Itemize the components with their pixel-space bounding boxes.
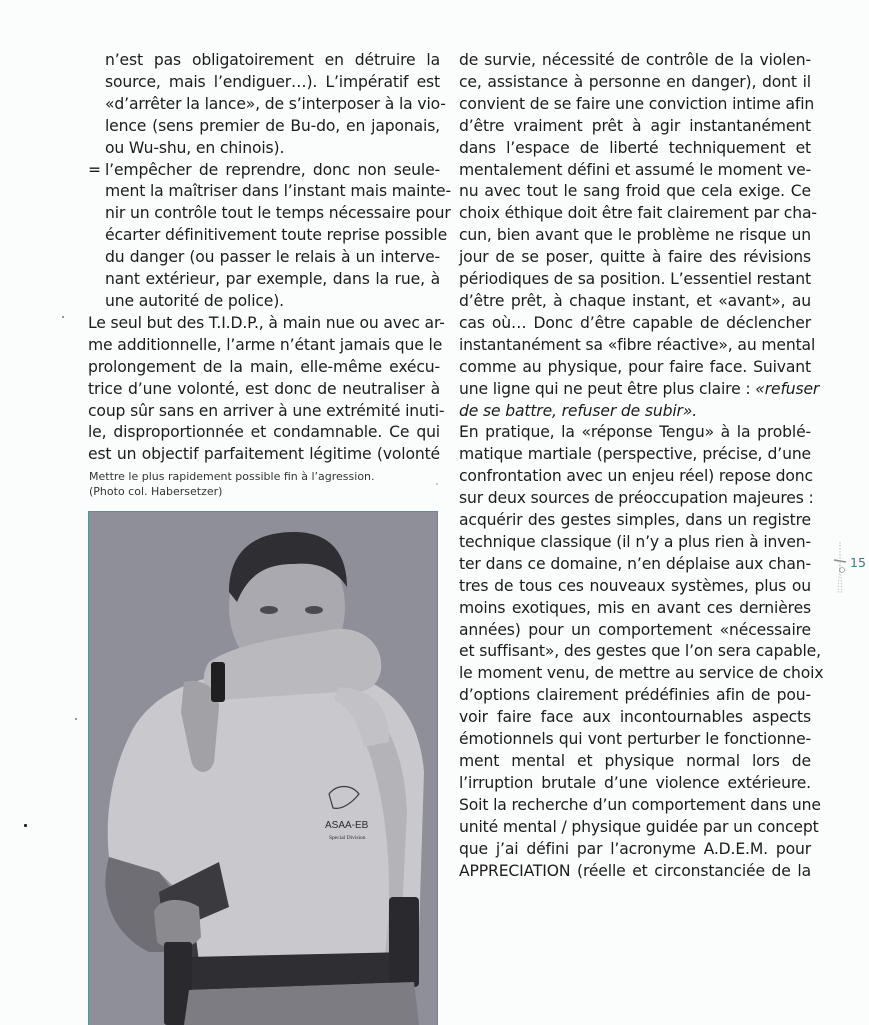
text-line: En pratique, la «réponse Tengu» à la problé-	[459, 423, 811, 442]
quote-italic: «refuser	[755, 379, 820, 398]
text-line: ment mental et physique normal lors de	[459, 752, 811, 770]
scan-speck	[75, 718, 77, 720]
text-line: jour de se poser, quitte à faire des révisions	[459, 248, 811, 267]
text-line: convient de se faire une conviction intime afin	[459, 94, 815, 113]
text-line: instantanément sa «fibre réactive», au mental	[459, 335, 816, 354]
text-line: ce, assistance à personne en danger), dont il	[459, 72, 811, 91]
photo	[88, 511, 438, 1025]
text-line: du danger (ou passer le relais à un interve-	[105, 248, 440, 267]
text-line: et suffisant», des gestes que l’on sera capable,	[459, 642, 821, 661]
text-line: une autorité de police).	[105, 291, 284, 310]
left-column	[88, 50, 451, 466]
quote-italic-line: de se battre, refuser de subir».	[459, 401, 698, 420]
text-line: tres de tous ces nouveaux systèmes, plus ou	[459, 576, 811, 595]
continued-paragraph	[88, 50, 446, 160]
text-line: d’être prêt, à chaque instant, et «avant», au	[459, 291, 811, 310]
text-line: dans l’espace de liberté techniquement et	[459, 138, 811, 157]
text-line: prolongement de la main, elle-même exécu-	[88, 357, 440, 376]
text-line: source, mais l’endiguer…). L’impératif est	[105, 72, 440, 91]
hand	[154, 900, 201, 949]
text-line: nant extérieur, par exemple, dans la rue, à	[105, 270, 440, 289]
bullet-item	[88, 160, 451, 313]
text-line: écarter définitivement toute reprise possible	[105, 226, 448, 245]
text-line: trice d’une volonté, est donc de neutraliser à	[88, 379, 440, 398]
page-number: 15	[850, 555, 866, 570]
wristwatch	[211, 662, 225, 702]
text-line: voir faire face aux incontournables aspects	[459, 708, 811, 727]
text-line: n’est pas obligatoirement en détruire la	[105, 51, 440, 69]
text-line: technique classique (il n’y a plus rien à inven-	[459, 532, 811, 551]
text-line: Le seul but des T.I.D.P., à main nue ou avec ar-	[88, 313, 445, 332]
text-line: émotionnels qui vont perturber le fonctionne-	[459, 730, 811, 749]
text-line: ment la maîtriser dans l’instant mais mainte-	[105, 182, 451, 201]
text-line: ou Wu-shu, en chinois).	[105, 138, 285, 157]
caption-text: Mettre le plus rapidement possible fin à l’agression.	[89, 470, 375, 483]
text-line: années) pour un comportement «nécessaire	[459, 620, 811, 639]
text-line: l’irruption brutale d’une violence extérieure.	[459, 773, 811, 792]
text-line: nu avec tout le sang froid que cela exige. Ce	[459, 182, 811, 201]
photo-illustration	[89, 512, 437, 1025]
text-line: moins exotiques, mis en avant ces dernières	[459, 598, 811, 617]
text-line: sur deux sources de préoccupation majeures :	[459, 489, 814, 508]
text-line: est un objectif parfaitement légitime (volonté	[88, 445, 440, 464]
text-line: cas où… Donc d’être capable de déclencher	[459, 313, 811, 332]
text-line: «d’arrêter la lance», de s’interposer à la vio-	[105, 94, 446, 113]
text-line: d’être vraiment prêt à agir instantanément	[459, 116, 811, 135]
text-line: comme au physique, pour faire face. Suivant	[459, 357, 811, 376]
holster	[389, 897, 419, 987]
right-column	[459, 50, 824, 882]
text-line: le, disproportionnée et condamnable. Ce qui	[88, 423, 440, 442]
text-line: acquérir des gestes simples, dans un registre	[459, 511, 811, 530]
left-eye	[260, 606, 278, 614]
text-line: que j’ai défini par l’acronyme A.D.E.M. pour	[459, 839, 811, 858]
text-line: choix éthique doit être fait clairement par cha-	[459, 204, 817, 223]
scan-speck	[24, 824, 27, 827]
text-line: lence (sens premier de Bu-do, en japonais,	[105, 116, 440, 135]
scan-speck	[62, 316, 64, 318]
photo-credit: (Photo col. Habersetzer)	[89, 485, 223, 498]
text-line: coup sûr sans en arriver à une extrémité inuti-	[88, 401, 445, 420]
text-line: APPRECIATION (réelle et circonstanciée de la	[459, 861, 811, 880]
text-line: Soit la recherche d’un comportement dans une	[459, 795, 821, 814]
text-line: ter dans ce domaine, n’en déplaise aux chan-	[459, 554, 811, 573]
shirt-logo-subtext: Special Division	[329, 835, 366, 841]
paragraph	[459, 50, 820, 422]
text-line: mentalement défini et assumé le moment ve-	[459, 160, 812, 179]
text-line	[459, 379, 820, 401]
text-line: périodiques de sa position. L’essentiel restant	[459, 270, 811, 289]
text-line: nir un contrôle tout le temps nécessaire pour	[105, 204, 451, 223]
text-line: d’options clairement prédéfinies afin de pou-	[459, 686, 811, 705]
right-eye	[305, 606, 323, 614]
text-line: unité mental / physique guidée par un concept	[459, 817, 819, 836]
paragraph	[88, 313, 445, 466]
shirt-logo-text: ASAA-EB	[325, 820, 369, 831]
text-line: le moment venu, de mettre au service de choix	[459, 664, 824, 683]
scan-speck	[436, 483, 438, 485]
text-line: de survie, nécessité de contrôle de la violen-	[459, 51, 811, 69]
text-line: me additionnelle, l’arme n’étant jamais que le	[88, 335, 443, 354]
text-line: cun, bien avant que le problème ne risque un	[459, 226, 811, 245]
text-line: matique martiale (perspective, précise, d’une	[459, 445, 811, 464]
paragraph	[459, 422, 824, 882]
text-line: confrontation avec un enjeu réel) repose donc	[459, 467, 813, 486]
text-line: l’empêcher de reprendre, donc non seule-	[105, 160, 440, 179]
text-plain: une ligne qui ne peut être plus claire :	[459, 379, 756, 398]
bullet-marker: =	[88, 160, 101, 179]
figure-caption	[89, 469, 439, 499]
